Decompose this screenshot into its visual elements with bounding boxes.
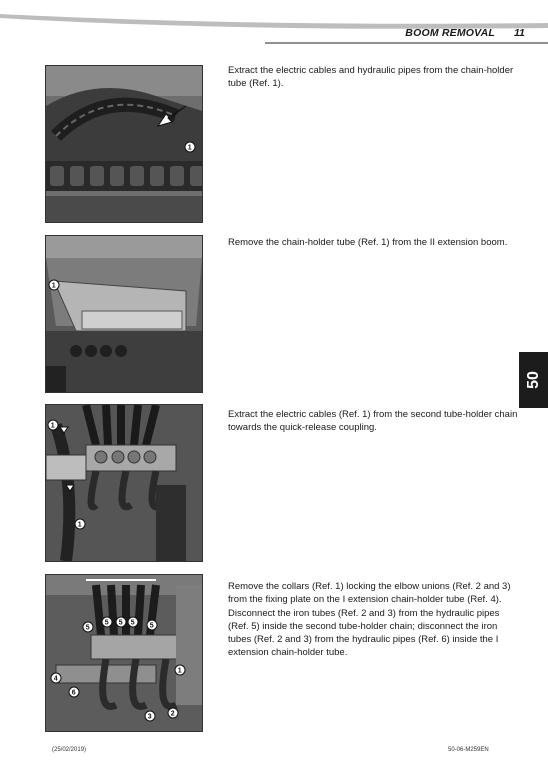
step-4-callout-4: 4 [53,675,58,683]
step-1-photo [45,65,203,223]
page-number: 11 [514,27,525,39]
step-4-photo [45,574,203,732]
step-3-photo [45,404,203,562]
step-4-callout-6: 6 [71,689,76,697]
step-3-callout-top: 1 [50,422,55,430]
footer-date: (25/02/2019) [52,747,87,753]
step-4-callout-5d: 5 [130,619,135,627]
header-swoosh [0,0,548,50]
step-1-text: Extract the electric cables and hydraulic pipes from the chain-holder tube (Ref. 1). [228,65,514,90]
step-4-text: Remove the collars (Ref. 1) locking the elbow unions (Ref. 2 and 3) from the fixing plate on the I extension chain-holder tube (Ref. 4). Disconnect the iron tubes (Ref. 2 and 3) from the hydraulic pipes (Ref. 5) inside the second tube-holder chain; disconnect the iron tubes (Ref. 2 and 3) from the hydraulic pipes (Ref. 6) inside the I extension chain-holder tube. [228,581,511,659]
section-title: BOOM REMOVAL [405,27,495,39]
step-2-photo [45,235,203,393]
footer-doc-code: 50-06-M259EN [448,747,489,753]
step-4-callout-1: 1 [177,667,182,675]
step-2-callout: 1 [51,282,56,290]
chapter-tab-label: 50 [524,371,542,389]
step-3-callout-bottom: 1 [77,521,82,529]
chapter-tab [519,352,548,408]
step-4-callout-5e: 5 [149,622,154,630]
step-4-callout-5b: 5 [104,619,109,627]
step-4-callout-2: 2 [170,710,175,718]
step-3-text: Extract the electric cables (Ref. 1) from the second tube-holder chain towards the quick-release coupling. [228,409,518,434]
step-1-callout: 1 [187,144,192,152]
step-4-callout-5a: 5 [85,624,90,632]
step-2-text: Remove the chain-holder tube (Ref. 1) from the II extension boom. [228,237,508,248]
step-4-callout-3: 3 [147,713,152,721]
step-4-callout-5c: 5 [118,619,123,627]
